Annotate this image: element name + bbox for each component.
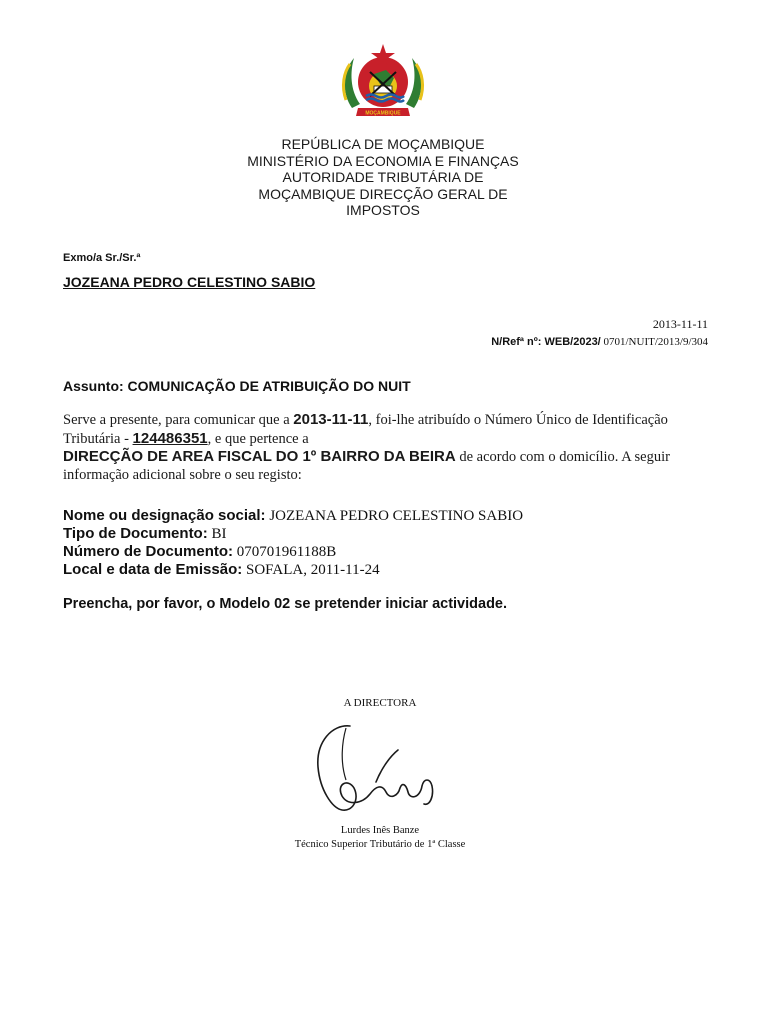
header-line-authority: AUTORIDADE TRIBUTÁRIA DE bbox=[282, 169, 484, 185]
salutation: Exmo/a Sr./Sr.ª bbox=[63, 252, 141, 264]
field-value-doc-type: BI bbox=[207, 526, 227, 542]
handwritten-signature bbox=[302, 712, 452, 822]
tax-office-name: DIRECÇÃO DE AREA FISCAL DO 1º BAIRRO DA BEIRA bbox=[63, 448, 456, 465]
field-value-issue: SOFALA, 2011-11-24 bbox=[242, 562, 380, 578]
field-label-doc-type: Tipo de Documento: bbox=[63, 525, 208, 542]
signatory-title: A DIRECTORA bbox=[343, 697, 417, 709]
field-row-issue bbox=[63, 561, 523, 579]
subject-line bbox=[63, 378, 411, 394]
recipient-name: JOZEANA PEDRO CELESTINO SABIO bbox=[63, 274, 316, 290]
instruction-note: Preencha, por favor, o Modelo 02 se pretender iniciar actividade. bbox=[63, 596, 508, 612]
reference-number bbox=[491, 336, 708, 348]
field-label-doc-number: Número de Documento: bbox=[63, 543, 234, 560]
registration-details bbox=[63, 507, 523, 579]
field-row-name bbox=[63, 507, 523, 525]
signatory-name: Lurdes Inês Banze bbox=[340, 825, 420, 836]
letter-date: 2013-11-11 bbox=[652, 317, 708, 331]
field-value-doc-number: 070701961188B bbox=[233, 544, 337, 560]
coat-of-arms-emblem bbox=[338, 42, 428, 122]
nuit-number: 124486351 bbox=[132, 429, 208, 447]
emblem-banner-text: MOÇAMBIQUE bbox=[365, 110, 401, 117]
issuing-authority-header bbox=[180, 136, 586, 219]
subject-text: COMUNICAÇÃO DE ATRIBUIÇÃO DO NUIT bbox=[123, 378, 411, 394]
reference-label: N/Refª nº: WEB/2023/ bbox=[491, 336, 601, 348]
field-row-doc-type bbox=[63, 525, 523, 543]
body-text-2: , foi-lhe atribuído o Número Único de Identificação Tributária - bbox=[63, 412, 668, 447]
field-value-name: JOZEANA PEDRO CELESTINO SABIO bbox=[265, 508, 524, 524]
header-line-republic: REPÚBLICA DE MOÇAMBIQUE bbox=[281, 136, 485, 152]
signatory-role: Técnico Superior Tributário de 1ª Classe bbox=[294, 839, 466, 850]
header-line-taxes: IMPOSTOS bbox=[346, 202, 420, 218]
header-line-ministry: MINISTÉRIO DA ECONOMIA E FINANÇAS bbox=[247, 152, 519, 169]
field-label-issue: Local e data de Emissão: bbox=[63, 561, 243, 578]
assignment-date: 2013-11-11 bbox=[293, 411, 369, 428]
reference-value: 0701/NUIT/2013/9/304 bbox=[600, 336, 708, 348]
header-line-directorate: MOÇAMBIQUE DIRECÇÃO GERAL DE bbox=[258, 185, 508, 202]
body-paragraph bbox=[63, 411, 713, 484]
subject-label: Assunto: bbox=[63, 378, 124, 394]
body-text-3: , e que pertence a bbox=[207, 430, 309, 447]
field-label-name: Nome ou designação social: bbox=[63, 507, 266, 524]
field-row-doc-number bbox=[63, 543, 523, 561]
body-text-4: de acordo com o domicílio. A seguir informação adicional sobre o seu registo: bbox=[63, 449, 670, 483]
body-text-1: Serve a presente, para comunicar que a bbox=[63, 412, 294, 428]
